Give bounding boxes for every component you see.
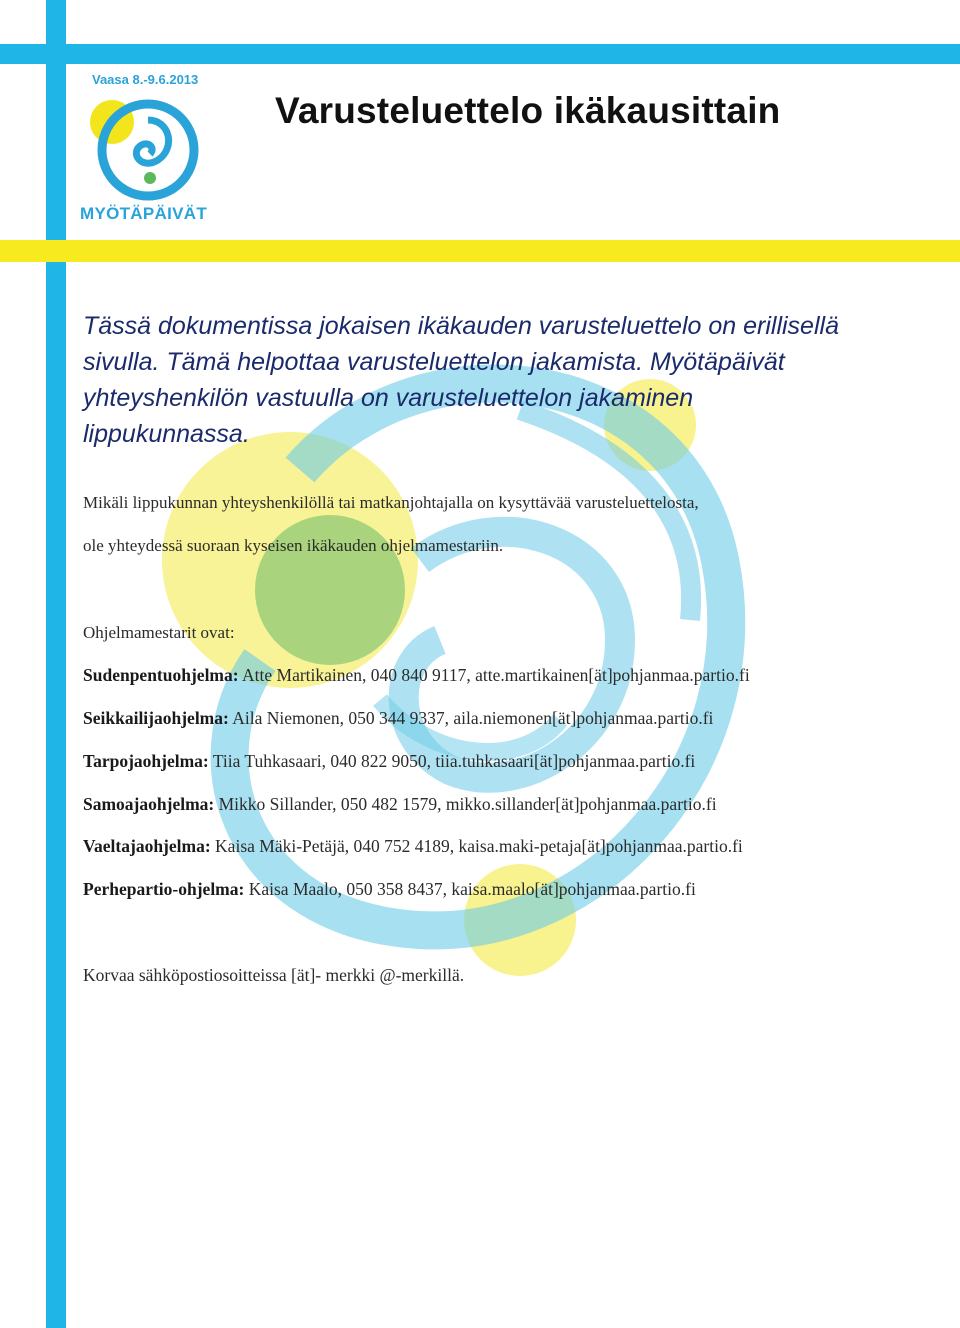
contact-program: Sudenpentuohjelma:	[83, 665, 239, 685]
contact-row-sudenpentu	[83, 664, 923, 686]
contact-row-seikkailija	[83, 707, 923, 729]
top-blue-stripe	[0, 44, 960, 64]
logo-date-text: Vaasa 8.-9.6.2013	[92, 72, 199, 87]
page-title: Varusteluettelo ikäkausittain	[275, 90, 781, 131]
contact-details: Atte Martikainen, 040 840 9117, atte.martikainen[ät]pohjanmaa.partio.fi	[242, 665, 750, 685]
contact-row-tarpoja	[83, 750, 923, 772]
contact-row-perhepartio	[83, 878, 923, 900]
contact-details: Kaisa Mäki-Petäjä, 040 752 4189, kaisa.maki-petaja[ät]pohjanmaa.partio.fi	[215, 836, 743, 856]
yellow-stripe	[0, 240, 960, 262]
contact-program: Seikkailijaohjelma:	[83, 708, 229, 728]
left-blue-stripe	[46, 0, 66, 1328]
info-line-1: Mikäli lippukunnan yhteyshenkilöllä tai matkanjohtajalla on kysyttävää varusteluettelosta,	[83, 493, 699, 512]
contact-details: Tiia Tuhkasaari, 040 822 9050, tiia.tuhkasaari[ät]pohjanmaa.partio.fi	[212, 751, 696, 771]
info-line-2: ole yhteydessä suoraan kyseisen ikäkauden ohjelmamestariin.	[83, 536, 504, 555]
masters-heading: Ohjelmamestarit ovat:	[83, 623, 235, 642]
contact-program: Perhepartio-ohjelma:	[83, 879, 245, 899]
contact-details: Mikko Sillander, 050 482 1579, mikko.sillander[ät]pohjanmaa.partio.fi	[218, 794, 717, 814]
contact-program: Samoajaohjelma:	[83, 794, 215, 814]
logo-name-text: MYÖTÄPÄIVÄT	[80, 204, 208, 223]
contact-program: Vaeltajaohjelma:	[83, 836, 211, 856]
footer-note: Korvaa sähköpostiosoitteissa [ät]- merkki @-merkillä.	[83, 965, 465, 985]
contact-program: Tarpojaohjelma:	[83, 751, 209, 771]
intro-paragraph: Tässä dokumentissa jokaisen ikäkauden varusteluettelo on erillisellä sivulla. Tämä helpottaa varusteluettelon jakamista. Myötäpäivät yhteyshenkilön vastuulla on varusteluettelon jakaminen lippukunnassa.	[83, 312, 839, 448]
contact-row-vaeltaja	[83, 835, 923, 857]
contact-details: Aila Niemonen, 050 344 9337, aila.niemonen[ät]pohjanmaa.partio.fi	[232, 708, 714, 728]
contact-details: Kaisa Maalo, 050 358 8437, kaisa.maalo[ät]pohjanmaa.partio.fi	[248, 879, 696, 899]
contact-row-samoaja	[83, 793, 923, 815]
